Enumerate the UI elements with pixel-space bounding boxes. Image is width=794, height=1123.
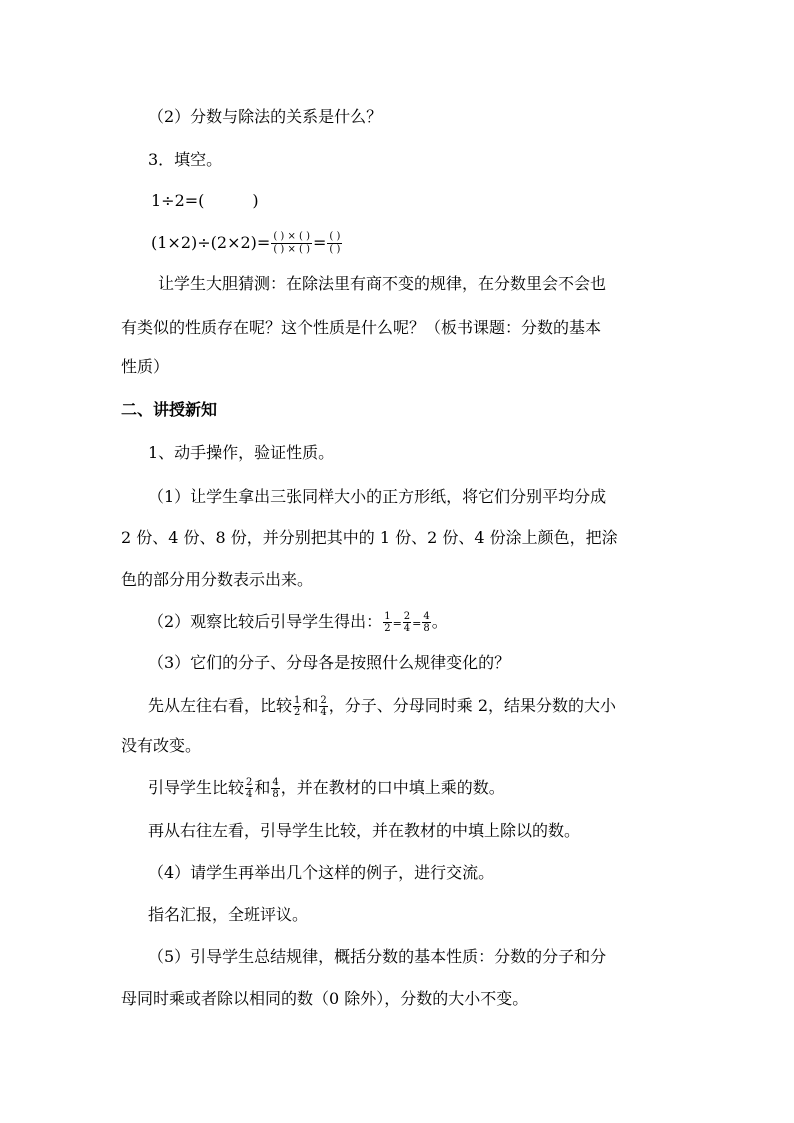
fraction-numerator: 2 (320, 695, 327, 706)
guess-line-2: 有类似的性质存在呢？这个性质是什么呢？（板书课题：分数的基本 (121, 318, 602, 337)
text-fragment: ，分子、分母同时乘 2，结果分数的大小 (328, 696, 617, 715)
question-2: （2）分数与除法的关系是什么？ (148, 107, 383, 126)
fraction-one-half (293, 695, 301, 718)
paragraph-1-5a: （5）引导学生总结规律，概括分数的基本性质：分数的分子和分 (148, 947, 607, 966)
fraction-numerator: 4 (272, 777, 279, 788)
paragraph-1-5b: 母同时乘或者除以相同的数（0 除外），分数的大小不变。 (121, 989, 529, 1008)
question-3-heading: 3．填空。 (148, 150, 223, 169)
text-fragment: 先从左往右看，比较 (148, 696, 293, 715)
fraction-denominator: 8 (423, 623, 430, 634)
paragraph-1-2 (148, 611, 448, 634)
paragraph-1-1a: （1）让学生拿出三张同样大小的正方形纸，将它们分别平均分成 (148, 487, 607, 506)
text-fragment: ，并在教材的口中填上乘的数。 (280, 778, 505, 797)
fraction-two-fourths (245, 777, 253, 800)
paragraph-left-to-right (148, 695, 616, 718)
paragraph-1-3: （3）它们的分子、分母各是按照什么规律变化的？ (148, 653, 511, 672)
fraction-denominator: 2 (294, 707, 301, 718)
paragraph-1: 1、动手操作，验证性质。 (148, 443, 335, 462)
equation-2-fraction-2 (327, 231, 342, 256)
fraction-numerator: ( ) × ( ) (273, 231, 311, 242)
equation-2-equals: = (313, 233, 327, 252)
fraction-four-eighths (422, 611, 430, 634)
paragraph-right-to-left: 再从右往左看，引导学生比较，并在教材的中填上除以的数。 (148, 821, 581, 840)
paragraph-1-2-prefix: （2）观察比较后引导学生得出： (148, 612, 383, 631)
text-fragment: 和 (302, 696, 319, 715)
fraction-numerator: 1 (294, 695, 301, 706)
paragraph-1-4: （4）请学生再举出几个这样的例子，进行交流。 (148, 863, 495, 882)
fraction-numerator: ( ) (329, 231, 341, 242)
fraction-four-eighths (271, 777, 279, 800)
paragraph-1-1c: 色的部分用分数表示出来。 (121, 570, 314, 589)
equation-1 (151, 191, 259, 211)
fraction-denominator: 4 (403, 623, 411, 634)
fraction-numerator: 2 (403, 611, 411, 622)
fraction-one-half (383, 611, 391, 634)
paragraph-left-to-right-b: 没有改变。 (121, 736, 202, 755)
fraction-denominator: 2 (384, 623, 391, 634)
paragraph-1-1b: 2 份、4 份、8 份，并分别把其中的 1 份、2 份、4 份涂上颜色，把涂 (121, 528, 618, 547)
guess-line-3: 性质） (121, 357, 170, 376)
fraction-denominator: 8 (272, 789, 279, 800)
fraction-denominator: 4 (246, 789, 253, 800)
paragraph-report: 指名汇报，全班评议。 (148, 905, 309, 924)
paragraph-guide-compare (148, 777, 505, 800)
fraction-two-fourths (403, 611, 411, 634)
equals-sign: = (392, 617, 402, 630)
text-fragment: 引导学生比较 (148, 778, 245, 797)
guess-line-1: 让学生大胆猜测：在除法里有商不变的规律，在分数里会不会也 (158, 274, 607, 293)
fraction-denominator: ( ) (329, 244, 341, 255)
section-2-heading: 二、讲授新知 (121, 400, 218, 419)
fraction-two-fourths (319, 695, 327, 718)
equation-1-left: 1÷2=( (151, 191, 205, 210)
fraction-numerator: 2 (246, 777, 253, 788)
fraction-denominator: ( ) × ( ) (273, 244, 311, 255)
equals-sign: = (412, 617, 422, 630)
equation-2-fraction-1 (271, 231, 312, 256)
fraction-denominator: 4 (320, 707, 327, 718)
fraction-numerator: 4 (423, 611, 430, 622)
text-fragment: 和 (254, 778, 271, 797)
paragraph-1-2-suffix: 。 (431, 612, 448, 631)
equation-2 (151, 231, 343, 256)
equation-1-right: ) (252, 191, 259, 210)
equation-2-left: (1×2)÷(2×2)= (151, 233, 271, 252)
fraction-numerator: 1 (384, 611, 391, 622)
